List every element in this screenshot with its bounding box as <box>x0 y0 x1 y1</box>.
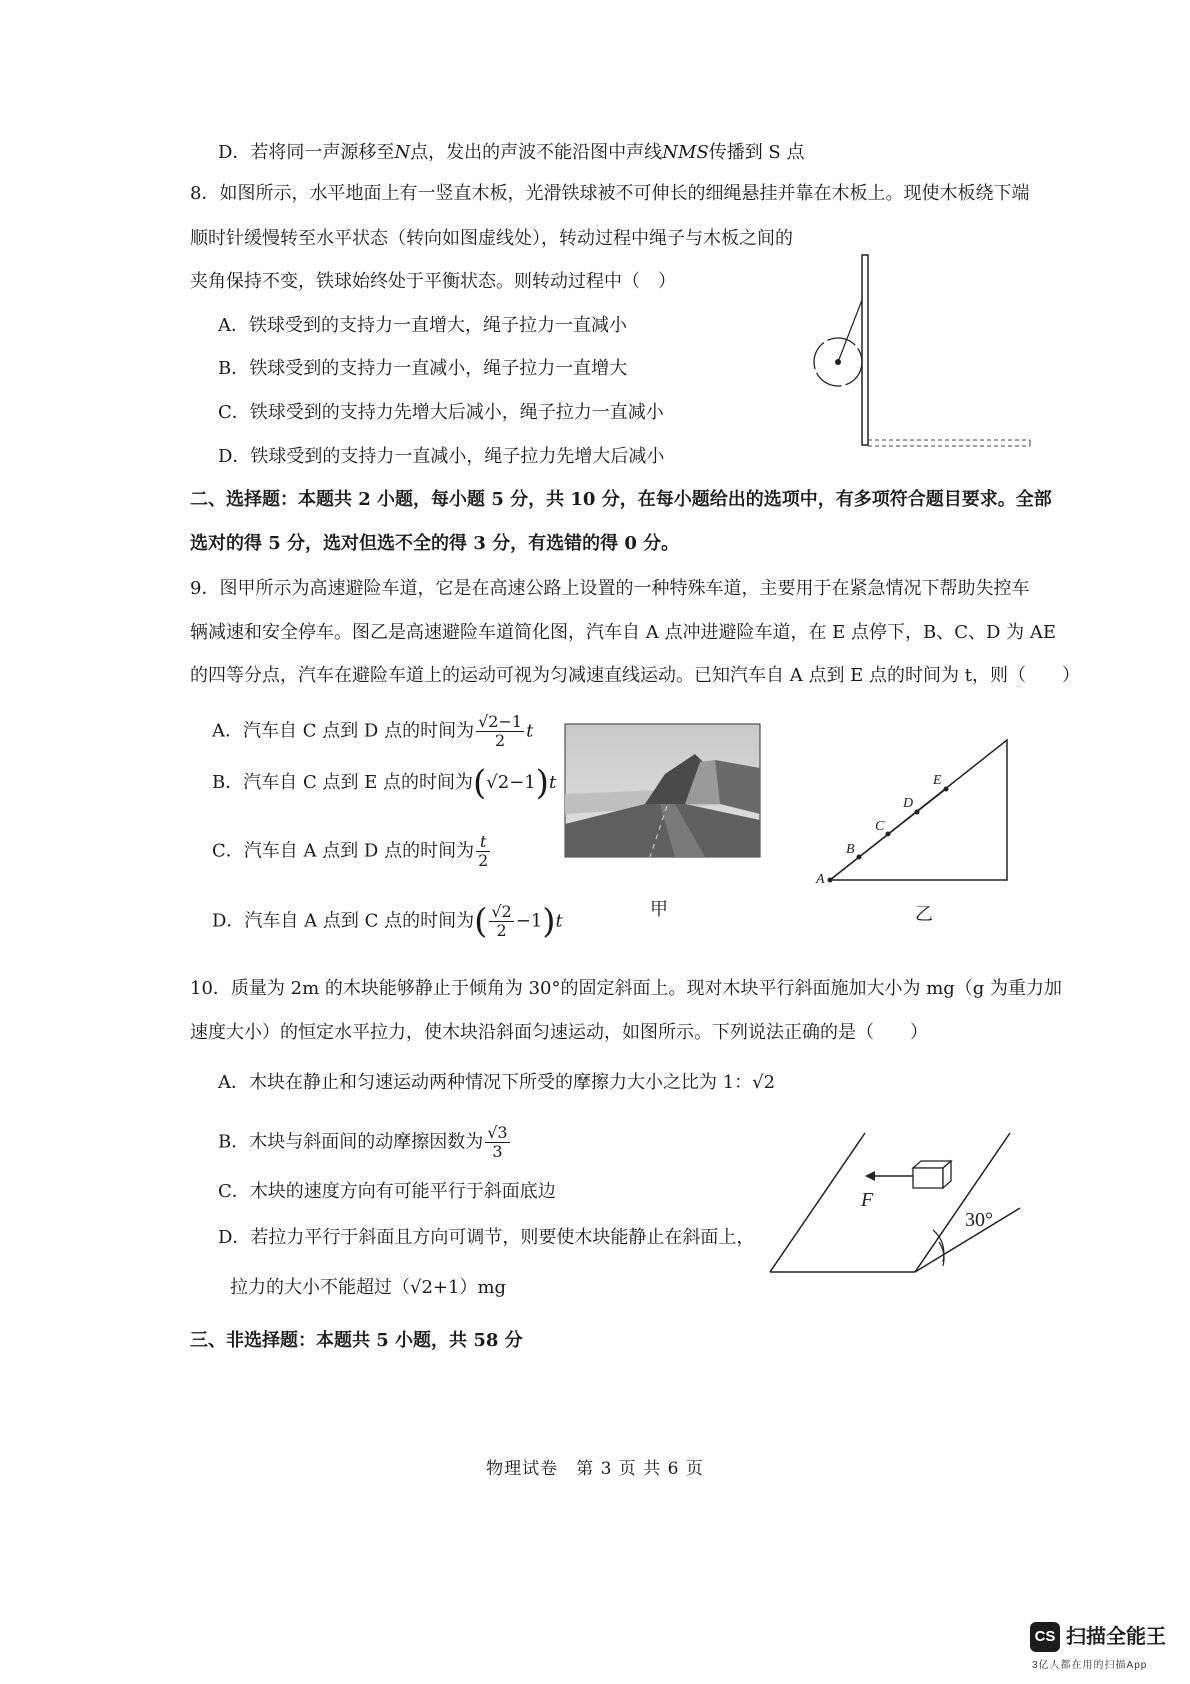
point-d-label: D <box>903 796 914 811</box>
q10-option-d-cont: 拉力的大小不能超过（√2+1）mg <box>230 1277 507 1298</box>
section2-header-line1: 二、选择题：本题共 2 小题，每小题 5 分，共 10 分，在每小题给出的选项中，有多项符合题目要求。全部 <box>190 489 1052 510</box>
q9-option-c: C．汽车自 A 点到 D 点的时间为 $\frac{t}{2}$ <box>212 832 489 870</box>
q8-board-ball-figure <box>780 250 1040 450</box>
section3-header: 三、非选择题：本题共 5 小题，共 58 分 <box>190 1330 523 1351</box>
q10-stem-line1: 10．质量为 2m 的木块能够静止于倾角为 30°的固定斜面上。现对木块平行斜面施加大小为 mg（g 为重力加 <box>190 978 1063 999</box>
q9-highway-photo <box>565 724 760 857</box>
camscanner-name: 扫描全能王 <box>1066 1626 1166 1648</box>
point-e-label: E <box>933 773 942 788</box>
q9-option-b: B．汽车自 C 点到 E 点的时间为(√2−1)t <box>212 763 557 803</box>
angle-30-label: 30° <box>965 1209 993 1231</box>
camscanner-tagline: 3亿人都在用的扫描App <box>1032 1660 1148 1671</box>
q9-option-d: D．汽车自 A 点到 C 点的时间为( $\frac{√2}{2}$ −1)t <box>212 901 563 942</box>
section2-header-line2: 选对的得 5 分，选对但选不全的得 3 分，有选错的得 0 分。 <box>190 533 680 554</box>
q9-option-a: A．汽车自 C 点到 D 点的时间为 $\frac{√2-1}{2}$ t <box>212 712 534 750</box>
q10-option-c: C．木块的速度方向有可能平行于斜面底边 <box>218 1181 556 1202</box>
q10-incline-figure <box>765 1130 1035 1280</box>
q10-stem-line2: 速度大小）的恒定水平拉力，使木块沿斜面匀速运动，如图所示。下列说法正确的是（ ） <box>190 1022 928 1043</box>
point-a-label: A <box>816 872 825 887</box>
q8-option-a: A．铁球受到的支持力一直增大，绳子拉力一直减小 <box>218 315 627 336</box>
q9-stem-line1: 9．图甲所示为高速避险车道，它是在高速公路上设置的一种特殊车道，主要用于在紧急情况下帮助失控车 <box>190 578 1030 599</box>
q9-escape-lane-diagram <box>810 735 1010 895</box>
q9-figure-yi-label: 乙 <box>915 904 933 925</box>
q10-option-d: D．若拉力平行于斜面且方向可调节，则要使木块能静止在斜面上， <box>218 1227 755 1248</box>
force-f-label: F <box>861 1189 874 1211</box>
q7-option-d: D．若将同一声源移至N点，发出的声波不能沿图中声线NMS传播到 S 点 <box>218 142 805 163</box>
q10-option-a: A．木块在静止和匀速运动两种情况下所受的摩擦力大小之比为 1：√2 <box>218 1072 776 1093</box>
point-c-label: C <box>875 819 885 834</box>
q8-stem-line3: 夹角保持不变，铁球始终处于平衡状态。则转动过程中（ ） <box>190 271 676 292</box>
q9-a-fraction: $\frac{√2-1}{2}$ <box>478 712 523 750</box>
q10-option-b: B．木块与斜面间的动摩擦因数为 $\frac{√3}{3}$ <box>218 1123 508 1161</box>
q8-stem-line2: 顺时针缓慢转至水平状态（转向如图虚线处），转动过程中绳子与木板之间的 <box>190 228 793 249</box>
q9-stem-line2: 辆减速和安全停车。图乙是高速避险车道简化图，汽车自 A 点冲进避险车道，在 E 点停下，B、C、D 为 AE <box>190 622 1057 643</box>
camscanner-logo-icon: CS <box>1030 1622 1060 1652</box>
q9-d-fraction: $\frac{√2}{2}$ <box>491 902 512 940</box>
page-footer: 物理试卷 第 3 页 共 6 页 <box>486 1459 704 1479</box>
q8-option-b: B．铁球受到的支持力一直减小，绳子拉力一直增大 <box>218 358 628 379</box>
q8-option-d: D．铁球受到的支持力一直减小，绳子拉力先增大后减小 <box>218 446 665 467</box>
q8-stem-line1: 8．如图所示，水平地面上有一竖直木板，光滑铁球被不可伸长的细绳悬挂并靠在木板上。现使木板绕下端 <box>190 183 1030 204</box>
point-b-label: B <box>846 842 855 857</box>
q9-stem-line3: 的四等分点，汽车在避险车道上的运动可视为匀减速直线运动。已知汽车自 A 点到 E 点的时间为 t，则（ ） <box>190 665 1080 686</box>
q9-c-fraction: $\frac{t}{2}$ <box>478 832 489 870</box>
q10-b-fraction: $\frac{√3}{3}$ <box>487 1123 508 1161</box>
q9-figure-jia-label: 甲 <box>650 899 668 920</box>
q8-option-c: C．铁球受到的支持力先增大后减小，绳子拉力一直减小 <box>218 402 664 423</box>
